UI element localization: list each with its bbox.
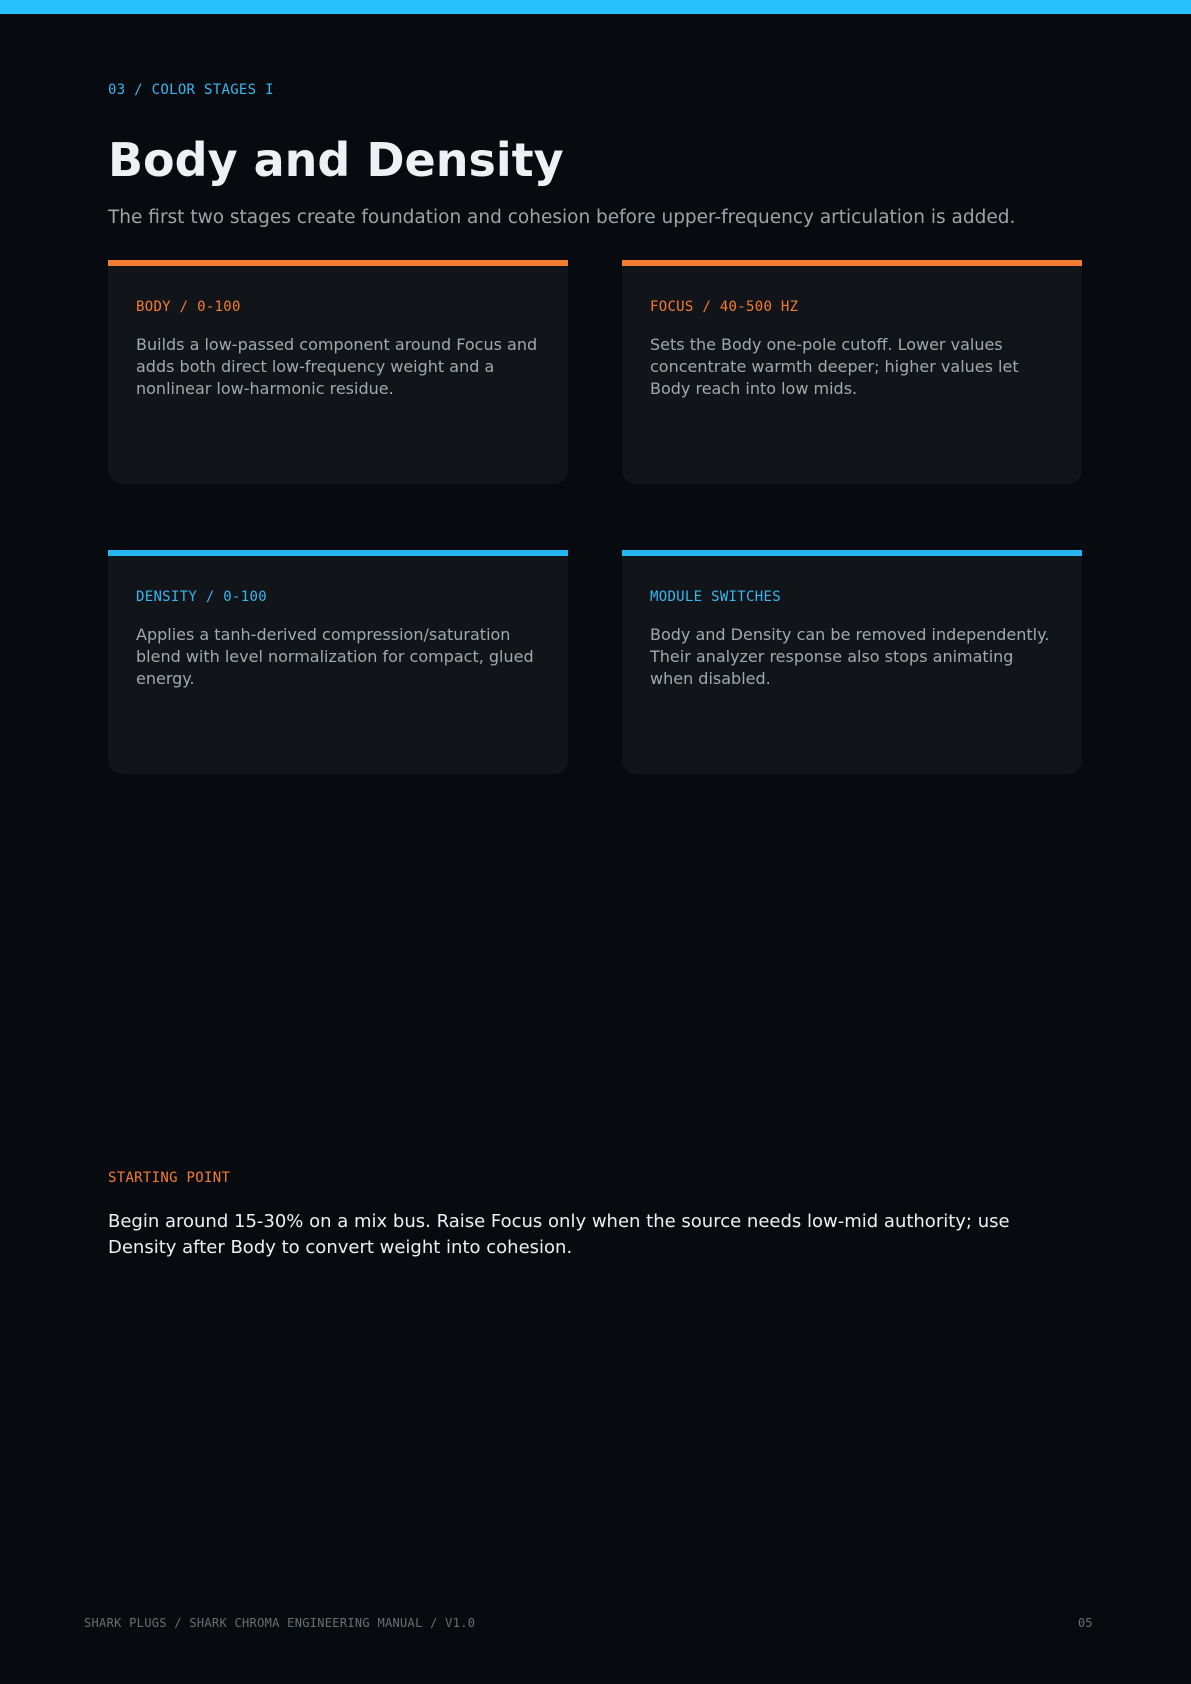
starting-point-text: Begin around 15-30% on a mix bus. Raise Focus only when the source needs low-mid authority; use Density after Body to convert weight into cohesion. xyxy=(108,1211,1010,1258)
card-text: Applies a tanh-derived compression/saturation blend with level normalization for compact, glued energy. xyxy=(136,625,534,688)
card-label: DENSITY / 0-100 xyxy=(136,589,267,605)
card-text: Body and Density can be removed independently. Their analyzer response also stops animating when disabled. xyxy=(650,625,1050,688)
card-text: Sets the Body one-pole cutoff. Lower values concentrate warmth deeper; higher values let Body reach into low mids. xyxy=(650,335,1019,398)
card-label: FOCUS / 40-500 HZ xyxy=(650,299,799,315)
top-accent-bar xyxy=(0,0,1191,14)
card-label: BODY / 0-100 xyxy=(136,299,241,315)
footer-manual-title: SHARK PLUGS / SHARK CHROMA ENGINEERING MANUAL / V1.0 xyxy=(84,1616,476,1630)
card-focus xyxy=(622,260,1082,484)
starting-point-label: STARTING POINT xyxy=(108,1170,231,1186)
card-module-switches xyxy=(622,550,1082,774)
card-body xyxy=(108,260,568,484)
card-text: Builds a low-passed component around Focus and adds both direct low-frequency weight and a nonlinear low-harmonic residue. xyxy=(136,335,538,398)
section-label: 03 / COLOR STAGES I xyxy=(108,82,274,98)
page-title: Body and Density xyxy=(108,133,564,187)
card-label: MODULE SWITCHES xyxy=(650,589,781,605)
page-number: 05 xyxy=(1078,1616,1093,1630)
card-density xyxy=(108,550,568,774)
page-subtitle: The first two stages create foundation and cohesion before upper-frequency articulation is added. xyxy=(108,207,1016,228)
